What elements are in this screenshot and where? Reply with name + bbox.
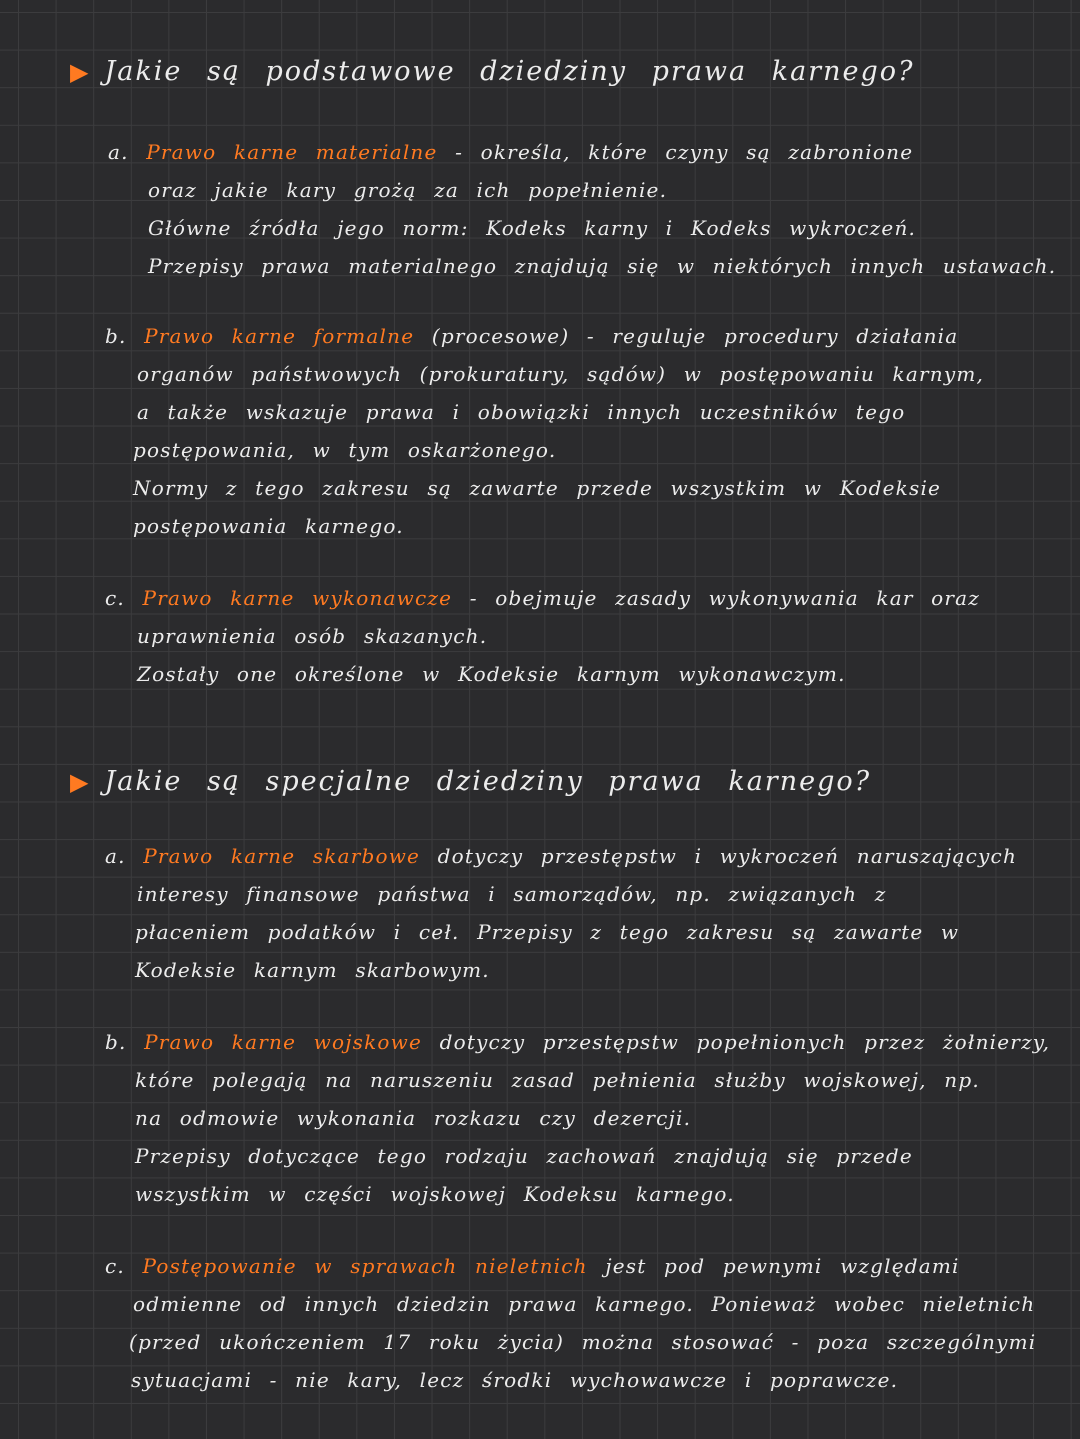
item-text: (procesowe) - reguluje procedury działania — [414, 324, 959, 348]
item-text: - określa, które czyny są zabronione — [437, 140, 914, 164]
item-text: postępowania karnego. — [133, 514, 404, 538]
item-marker: a. — [105, 844, 126, 868]
term-prawo-karne-materialne: Prawo karne materialne — [146, 140, 438, 164]
question-1-heading — [70, 56, 914, 87]
item-text: a także wskazuje prawa i obowiązki innych uczestników tego — [137, 400, 906, 424]
item-text: Przepisy dotyczące tego rodzaju zachowań znajdują się przede — [135, 1144, 913, 1168]
item-text: jest pod pewnymi względami — [587, 1254, 960, 1278]
item-text: oraz jakie kary grożą za ich popełnienie. — [148, 178, 668, 202]
item-text: organów państwowych (prokuratury, sądów) w postępowaniu karnym, — [137, 362, 985, 386]
item-text: Główne źródła jego norm: Kodeks karny i Kodeks wykroczeń. — [148, 216, 917, 240]
term-prawo-karne-formalne: Prawo karne formalne — [144, 324, 415, 348]
item-text: Kodeksie karnym skarbowym. — [135, 958, 490, 982]
term-prawo-karne-wykonawcze: Prawo karne wykonawcze — [142, 586, 453, 610]
item-marker: b. — [105, 324, 127, 348]
item-text: - obejmuje zasady wykonywania kar oraz — [452, 586, 981, 610]
item-text: (przed ukończeniem 17 roku życia) można stosować - poza szczególnymi — [129, 1330, 1037, 1354]
item-text: uprawnienia osób skazanych. — [137, 624, 488, 648]
term-postepowanie-w-sprawach-nieletnich: Postępowanie w sprawach nieletnich — [142, 1254, 588, 1278]
item-text: które polegają na naruszeniu zasad pełnienia służby wojskowej, np. — [135, 1068, 980, 1092]
item-marker: a. — [108, 140, 129, 164]
item-text: sytuacjami - nie kary, lecz środki wychowawcze i poprawcze. — [131, 1368, 899, 1392]
item-text: dotyczy przestępstw popełnionych przez żołnierzy, — [422, 1030, 1051, 1054]
item-text: dotyczy przestępstw i wykroczeń naruszających — [420, 844, 1018, 868]
play-arrow-icon: ▶ — [70, 767, 91, 796]
item-text: odmienne od innych dziedzin prawa karnego. Ponieważ wobec nieletnich — [133, 1292, 1036, 1316]
question-2-heading — [70, 766, 871, 797]
item-text: Normy z tego zakresu są zawarte przede wszystkim w Kodeksie — [133, 476, 942, 500]
item-text: Przepisy prawa materialnego znajdują się w niektórych innych ustawach. — [148, 254, 1057, 278]
item-text: postępowania, w tym oskarżonego. — [133, 438, 557, 462]
item-marker: c. — [105, 586, 125, 610]
item-marker: c. — [105, 1254, 125, 1278]
item-text: wszystkim w części wojskowej Kodeksu karnego. — [135, 1182, 735, 1206]
item-text: interesy finansowe państwa i samorządów, np. związanych z — [137, 882, 887, 906]
item-text: na odmowie wykonania rozkazu czy dezercji. — [135, 1106, 692, 1130]
term-prawo-karne-wojskowe: Prawo karne wojskowe — [144, 1030, 423, 1054]
item-text: Zostały one określone w Kodeksie karnym wykonawczym. — [137, 662, 846, 686]
question-1-text: Jakie są podstawowe dziedziny prawa karnego? — [104, 56, 915, 87]
question-2-text: Jakie są specjalne dziedziny prawa karnego? — [104, 766, 872, 797]
item-marker: b. — [105, 1030, 127, 1054]
item-text: płaceniem podatków i ceł. Przepisy z tego zakresu są zawarte w — [135, 920, 960, 944]
play-arrow-icon: ▶ — [70, 57, 91, 86]
term-prawo-karne-skarbowe: Prawo karne skarbowe — [143, 844, 421, 868]
